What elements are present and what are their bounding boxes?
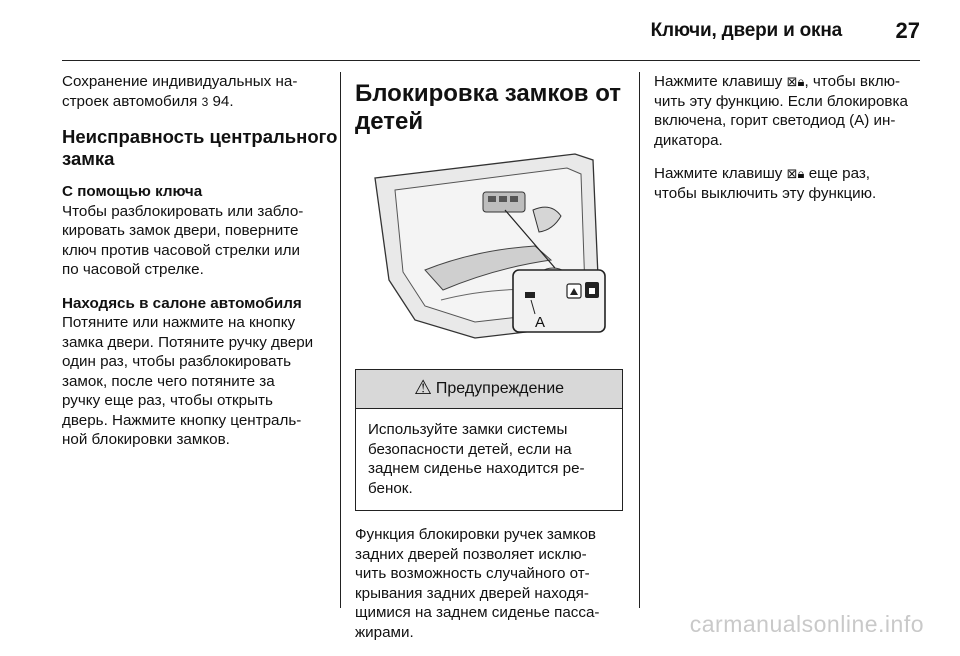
intro-line-2: строек автомобиля: [62, 92, 198, 110]
key-paragraph: С помощью ключа Чтобы разблокировать или забло- кировать замок двери, поверните ключ против часовой стрелки или по часовой стрелке.: [62, 182, 332, 280]
section-heading-central-lock-fault: Неисправность центрального замка: [62, 126, 338, 169]
warning-title: Предупреждение: [435, 380, 565, 398]
child-lock-key-icon: ⊠🔒︎: [786, 74, 805, 89]
subheading-inside-car: Находясь в салоне автомобиля: [62, 294, 302, 312]
intro-line-1: Сохранение индивидуальных на-: [62, 73, 298, 90]
subheading-with-key: С помощью ключа: [62, 183, 203, 200]
inside-paragraph: Находясь в салоне автомобиля Потяните или нажмите на кнопку замка двери. Потяните ручку двери один раз, чтобы разблокировать замок, после чего потяните за ручку еще раз, чтобы открыть дверь. Нажмите кнопку централь- ной блокировки замков.: [62, 294, 332, 450]
disable-paragraph: Нажмите клавишу ⊠🔒︎ еще раз, чтобы выключить эту функцию.: [654, 165, 877, 202]
column-right: [654, 72, 934, 217]
enable-paragraph: Нажмите клавишу ⊠🔒︎, чтобы вклю- чить эту функцию. Если блокировка включена, горит светодиод (A) ин- дикатора.: [654, 73, 908, 149]
warning-triangle-icon: ⚠: [413, 377, 432, 400]
intro-page-ref[interactable]: 94.: [212, 92, 234, 110]
figure-label-a: A: [535, 314, 546, 331]
child-lock-key-icon-2: ⊠🔒︎: [786, 166, 805, 181]
intro-paragraph: [62, 72, 332, 112]
chapter-title: Ключи, двери и окна: [650, 20, 842, 41]
warning-box: [355, 369, 623, 511]
watermark: carmanualsonline.info: [689, 611, 924, 637]
door-panel-illustration: [355, 150, 623, 355]
header-rule: [62, 60, 920, 61]
page-ref-arrow-icon: 3: [201, 94, 209, 109]
child-lock-paragraph: Функция блокировки ручек замков задних дверей позволяет исклю- чить возможность случайного от- крывания задних дверей находя- щимися на заднем сиденье пасса- жирами.: [355, 526, 600, 641]
column-middle: [355, 80, 623, 656]
column-divider-2: [639, 72, 640, 608]
page-number: 27: [895, 18, 920, 43]
warning-header: [356, 370, 622, 409]
door-panel-drawing: [355, 150, 623, 355]
column-divider-1: [340, 72, 341, 608]
column-left: [62, 72, 338, 464]
section-heading-child-locks: Блокировка замков от детей: [355, 80, 622, 135]
warning-body: Используйте замки системы безопасности детей, если на заднем сиденье находится ре- бенок.: [368, 421, 585, 497]
